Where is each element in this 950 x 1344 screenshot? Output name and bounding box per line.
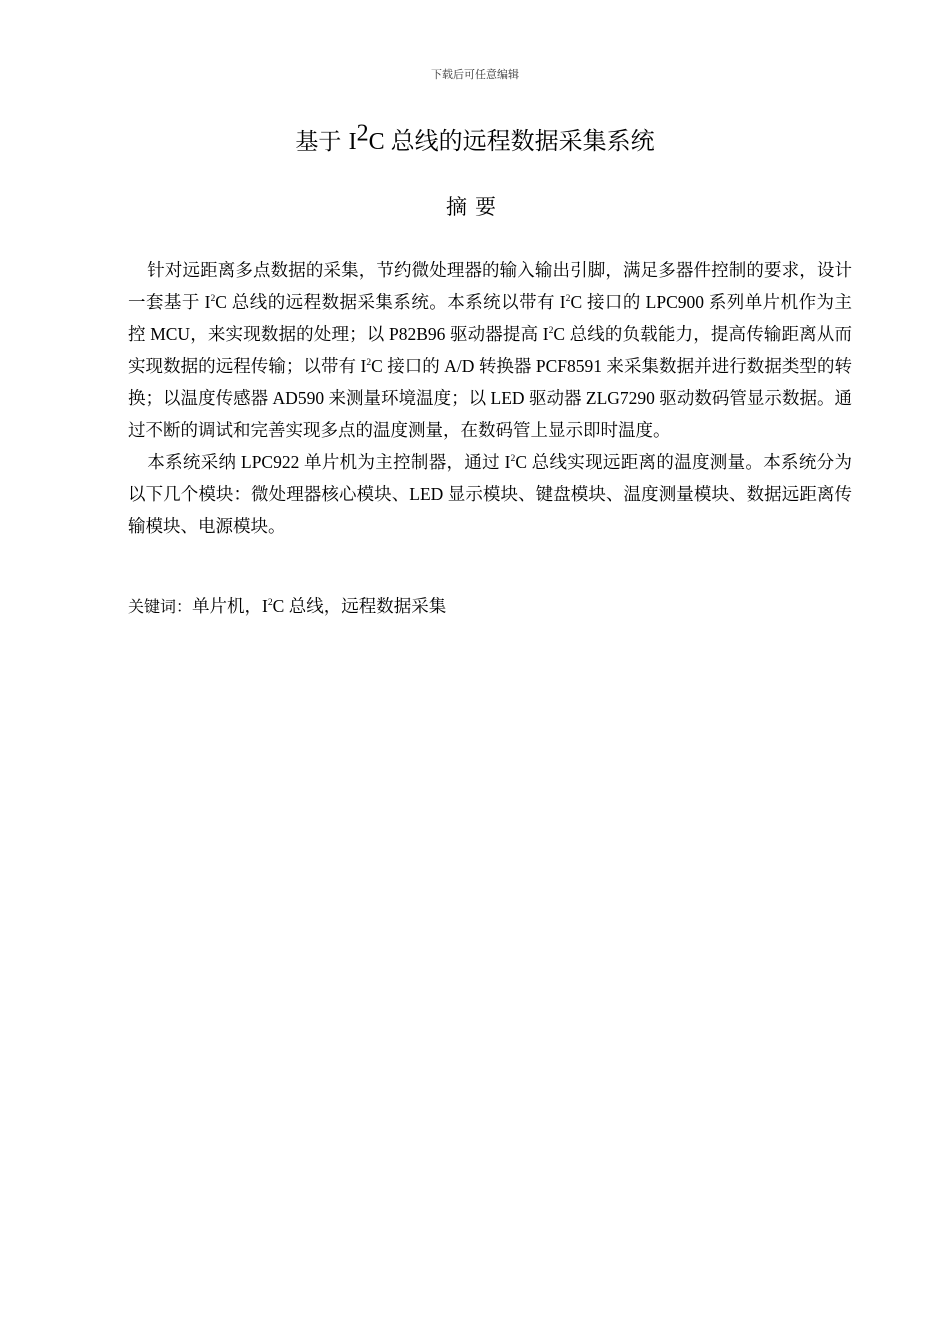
page-header-note: 下载后可任意编辑	[431, 68, 519, 81]
p1-superscript-1: 2	[210, 293, 216, 305]
keywords-segment-2: C 总线，远程数据采集	[272, 596, 447, 616]
p1-segment-5: C 接口的 A/D 转换器 PCF8591 来采集数据并进行数据类型的转换；以温度传感器 AD590 来测量环境温度；以 LED 驱动器 ZLG7290 驱动数码管显示数据。通过不断的调试和完善实现多点的温度测量，在数码管上显示即时温度。	[128, 356, 852, 440]
p2-segment-2: C 总线实现远距离的温度测量。本系统分为以下几个模块：微处理器核心模块、LED 显示模块、键盘模块、温度测量模块、数据远距离传输模块、电源模块。	[128, 452, 852, 536]
p1-superscript-2: 2	[565, 293, 571, 305]
p2-segment-1: 本系统采纳 LPC922 单片机为主控制器，通过 I	[147, 452, 511, 472]
title-text-after: C 总线的远程数据采集系统	[368, 129, 655, 155]
p1-superscript-3: 2	[548, 325, 554, 337]
title-text-before: 基于	[295, 129, 349, 155]
keywords-label: 关键词：	[128, 597, 193, 616]
keywords-segment-1: 单片机，I	[192, 596, 268, 616]
keywords-line	[128, 590, 852, 623]
document-title	[0, 120, 950, 160]
title-superscript: 2	[356, 120, 369, 147]
keywords-superscript: 2	[267, 597, 273, 609]
p1-segment-3: C 接口的 LPC900 系列单片机作为主控 MCU，来实现数据的处理；以 P82B96 驱动器提高 I	[128, 292, 853, 344]
p1-segment-2: C 总线的远程数据采集系统。本系统以带有 I	[215, 292, 566, 312]
p1-segment-1: 针对远距离多点数据的采集，节约微处理器的输入输出引脚，满足多器件控制的要求，设计一套基于 I	[128, 260, 852, 312]
p1-segment-4: C 总线的负载能力，提高传输距离从而实现数据的远程传输；以带有 I	[128, 324, 852, 376]
title-text-i: I	[348, 129, 357, 155]
p1-superscript-4: 2	[366, 357, 372, 369]
abstract-paragraph-2	[128, 446, 852, 542]
abstract-paragraph-1	[128, 254, 852, 446]
p2-superscript-1: 2	[510, 453, 516, 465]
abstract-heading: 摘要	[446, 195, 504, 219]
abstract-body	[128, 254, 852, 542]
